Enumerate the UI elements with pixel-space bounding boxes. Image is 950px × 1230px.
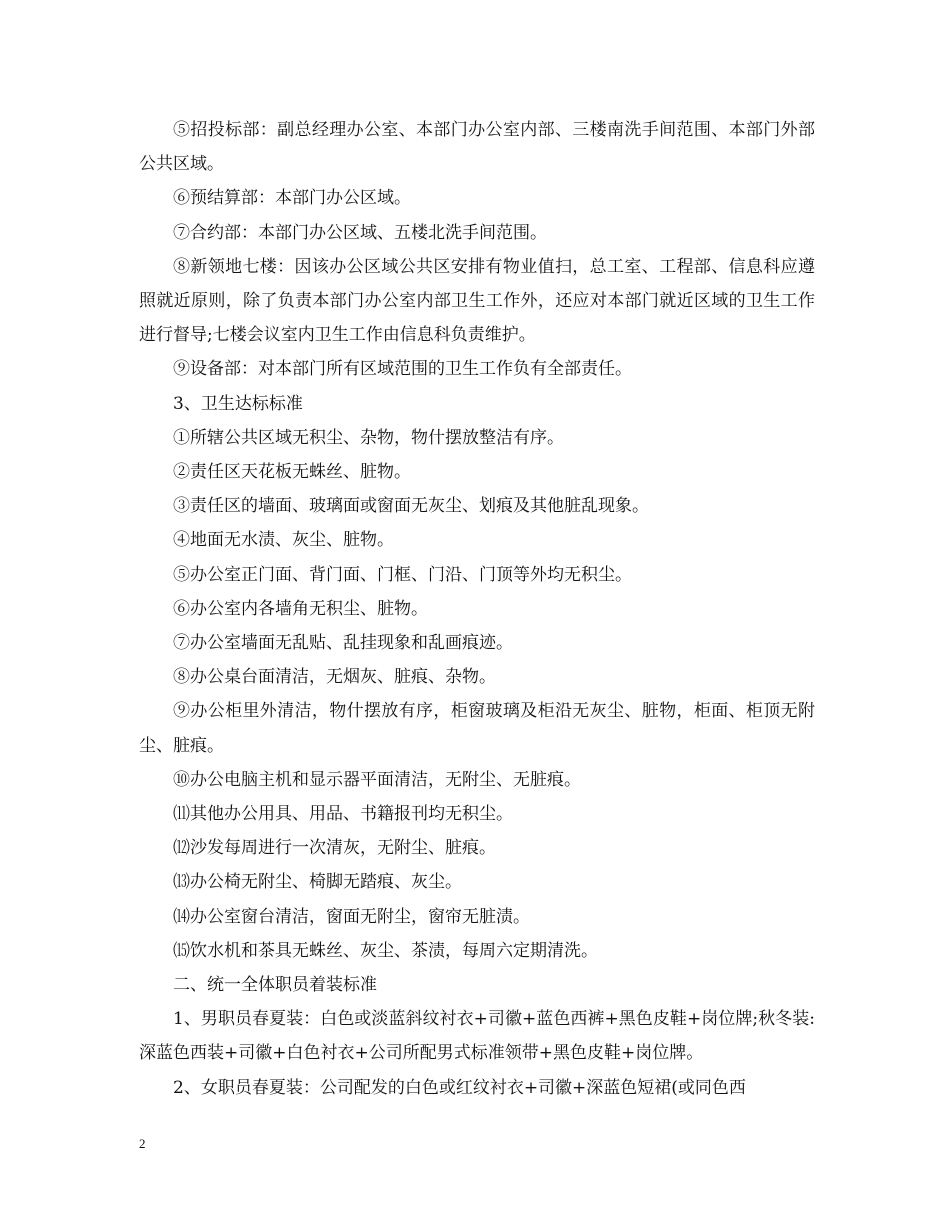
paragraph: ⑥预结算部：本部门办公区域。 — [173, 188, 411, 209]
paragraph: 1、男职员春夏装：白色或淡蓝斜纹衬衣+司徽+蓝色西裤+黑色皮鞋+岗位牌;秋冬装:深蓝色西装+司徽+白色衬衣+公司所配男式标准领带+黑色皮鞋+岗位牌。 — [139, 1009, 815, 1064]
section-heading: 3、卫生达标标准 — [173, 393, 303, 414]
list-item: ①所辖公共区域无积尘、杂物，物什摆放整洁有序。 — [173, 427, 564, 448]
list-item: ③责任区的墙面、玻璃面或窗面无灰尘、划痕及其他脏乱现象。 — [173, 496, 649, 517]
section-heading: 二、统一全体职员着装标准 — [173, 975, 377, 996]
list-item: ⑿沙发每周进行一次清灰，无附尘、脏痕。 — [173, 838, 496, 859]
list-item: ⒀办公椅无附尘、椅脚无踏痕、灰尘。 — [173, 872, 462, 893]
list-item: ④地面无水渍、灰尘、脏物。 — [173, 530, 394, 551]
list-item: ⑨办公柜里外清洁，物什摆放有序，柜窗玻璃及柜沿无灰尘、脏物，柜面、柜顶无附尘、脏痕。 — [139, 701, 815, 756]
list-item: ②责任区天花板无蛛丝、脏物。 — [173, 462, 411, 483]
paragraph: ⑧新领地七楼：因该办公区域公共区安排有物业值扫，总工室、工程部、信息科应遵照就近原则，除了负责本部门办公室内部卫生工作外，还应对本部门就近区域的卫生工作进行督导;七楼会议室内卫生工作由信息科负责维护。 — [139, 256, 815, 346]
list-item: ⒁办公室窗台清洁，窗面无附尘，窗帘无脏渍。 — [173, 906, 530, 927]
list-item: ⑤办公室正门面、背门面、门框、门沿、门顶等外均无积尘。 — [173, 564, 632, 585]
paragraph: ⑨设备部：对本部门所有区域范围的卫生工作负有全部责任。 — [173, 359, 632, 380]
list-item: ⑾其他办公用具、用品、书籍报刊均无积尘。 — [173, 804, 513, 825]
list-item: ⑧办公桌台面清洁，无烟灰、脏痕、杂物。 — [173, 667, 496, 688]
list-item: ⒂饮水机和茶具无蛛丝、灰尘、茶渍，每周六定期清洗。 — [173, 940, 598, 961]
paragraph: ⑤招投标部：副总经理办公室、本部门办公室内部、三楼南洗手间范围、本部门外部公共区域。 — [139, 120, 815, 175]
paragraph: ⑦合约部：本部门办公区域、五楼北洗手间范围。 — [173, 222, 547, 243]
list-item: ⑩办公电脑主机和显示器平面清洁，无附尘、无脏痕。 — [173, 769, 581, 790]
page-number: 2 — [139, 1136, 146, 1151]
document-body — [139, 113, 815, 1105]
list-item: ⑥办公室内各墙角无积尘、脏物。 — [173, 598, 428, 619]
paragraph: 2、女职员春夏装：公司配发的白色或红纹衬衣+司徽+深蓝色短裙(或同色西 — [173, 1077, 746, 1098]
list-item: ⑦办公室墙面无乱贴、乱挂现象和乱画痕迹。 — [173, 633, 513, 654]
